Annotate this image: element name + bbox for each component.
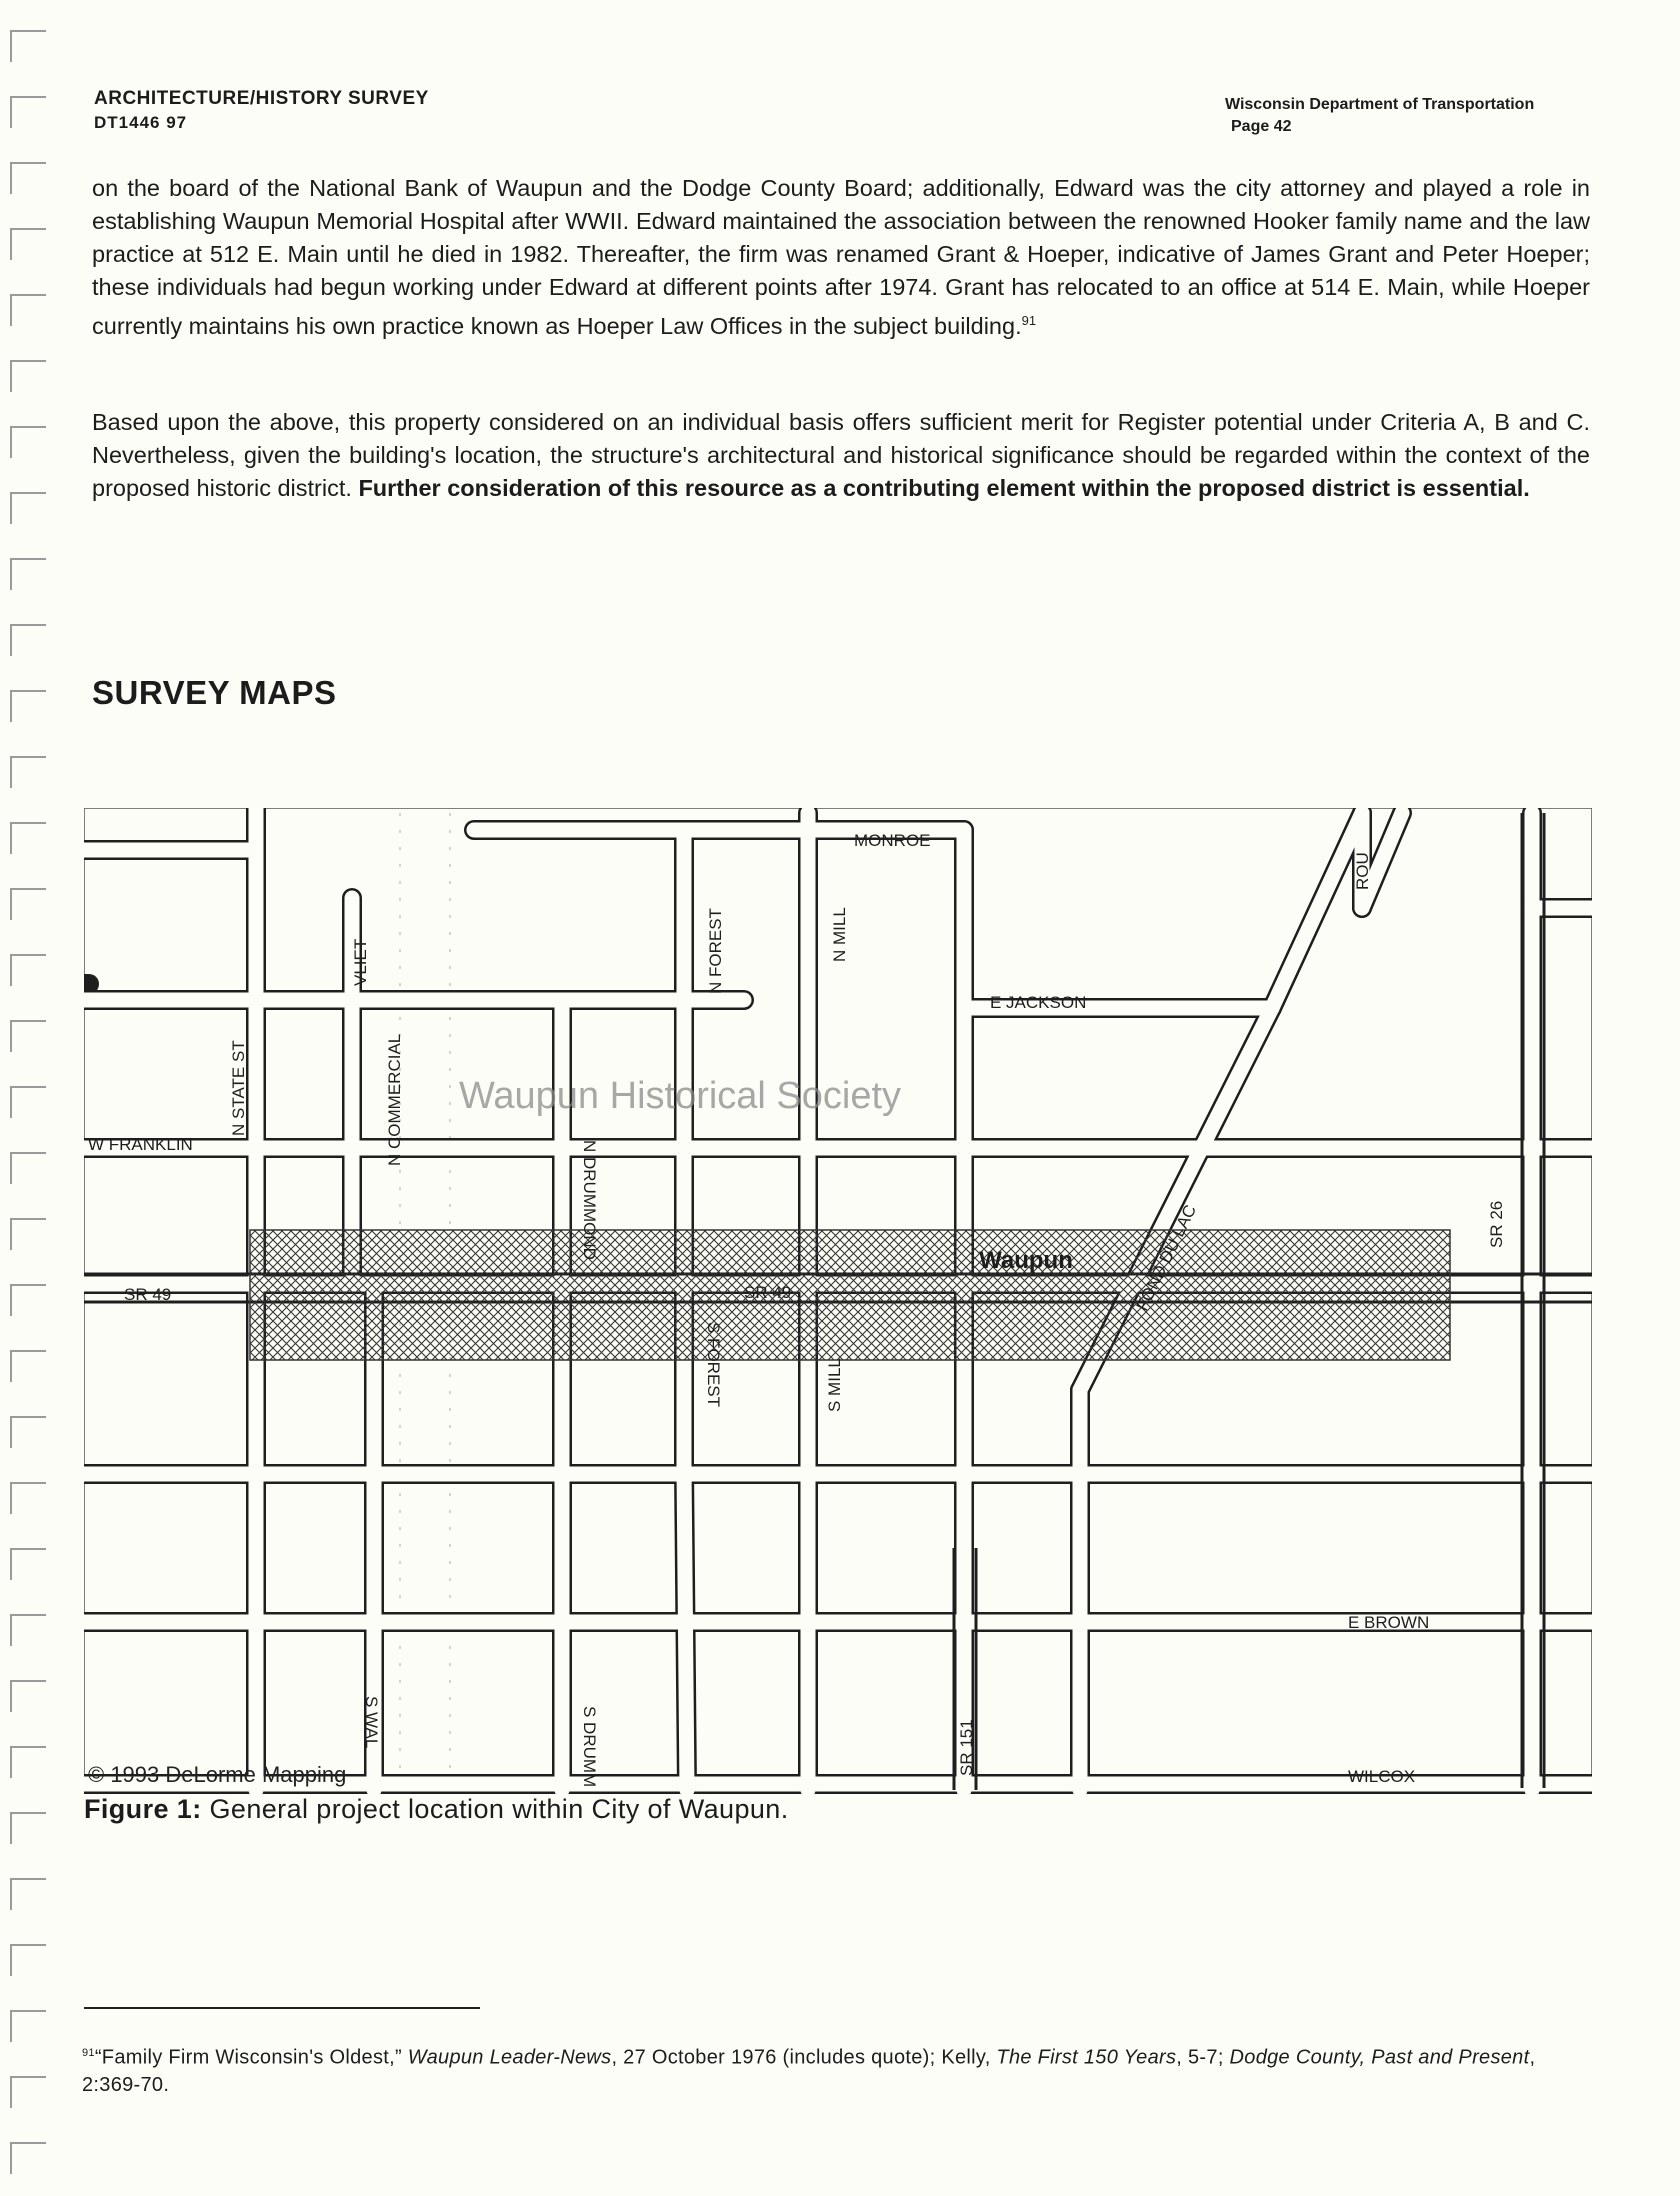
header-left	[94, 88, 429, 133]
street-e-jackson: E JACKSON	[990, 993, 1087, 1012]
section-title: SURVEY MAPS	[92, 674, 337, 711]
paragraph-assessment-bold: Further consideration of this resource as a contributing element within the proposed district is essential.	[358, 475, 1530, 501]
paragraph-assessment-text: Based upon the above, this property considered on an individual basis offers sufficient merit for Register potential under Criteria A, B and C. Nevertheless, given the building's location, the structure's architectural and historical significance should be regarded within the context of the proposed historic district.	[92, 409, 1590, 501]
binder-margin	[0, 0, 60, 2196]
survey-map	[84, 808, 1592, 1794]
city-label: Waupun	[979, 1247, 1073, 1274]
street-rou: ROU	[1353, 852, 1372, 890]
figure-caption	[84, 1794, 789, 1825]
footnote	[82, 2040, 1592, 2099]
street-vliet: VLIET	[351, 938, 370, 986]
footnote-segment: , 27 October 1976 (includes quote); Kelly,	[611, 2046, 997, 2069]
street-e-brown: E BROWN	[1348, 1613, 1430, 1632]
street-s-walnut: S WAL	[362, 1696, 381, 1749]
page-number: Page 42	[1231, 118, 1292, 135]
street-monroe: MONROE	[854, 831, 931, 850]
footnote-segment: “Family Firm Wisconsin's Oldest,”	[94, 2046, 408, 2069]
street-n-drummond: N DRUMMOND	[580, 1140, 599, 1260]
header-right	[1225, 96, 1534, 136]
street-s-mill: S MILL	[825, 1358, 844, 1412]
footnote-number: 91	[82, 2047, 95, 2059]
department-name: Wisconsin Department of Transportation	[1225, 96, 1535, 113]
footnote-text	[82, 2047, 1535, 2096]
footnote-segment: Waupun Leader-News	[407, 2046, 612, 2069]
footnote-divider	[84, 2007, 480, 2009]
footnote-segment: , 2:369-70.	[82, 2046, 1536, 2096]
street-n-forest: N FOREST	[706, 908, 725, 994]
watermark: Waupun Historical Society	[458, 1075, 902, 1117]
map-copyright: © 1993 DeLorme Mapping	[88, 1762, 347, 1787]
proposed-district-area	[250, 1230, 1450, 1360]
street-fond-du-lac: FOND DU LAC	[1132, 1201, 1201, 1314]
street-sr-49-west: SR 49	[124, 1285, 172, 1304]
street-sr-49-center: SR 49	[744, 1283, 792, 1302]
street-sr-26: SR 26	[1487, 1200, 1506, 1248]
document-id: DT1446 97	[94, 113, 188, 132]
street-wilcox: WILCOX	[1348, 1767, 1416, 1786]
street-sr-151: SR 151	[957, 1719, 976, 1776]
street-w-franklin: W FRANKLIN	[88, 1135, 193, 1154]
paragraph-assessment	[92, 406, 1590, 505]
figure-text: General project location within City of Waupun.	[201, 1794, 789, 1824]
paragraph-history-text: on the board of the National Bank of Waupun and the Dodge County Board; additionally, Edward was the city attorney and played a role in establishing Waupun Memorial Hospital after WWII. Edward maintained the association between the renowned Hooker family name and the law practice at 512 E. Main until he died in 1982. Thereafter, the firm was renamed Grant & Hoeper, indicative of James Grant and Peter Hoeper; these individuals had begun working under Edward at different points after 1974. Grant has relocated to an office at 514 E. Main, while Hoeper currently maintains his own practice known as Hoeper Law Offices in the subject building.	[92, 175, 1590, 339]
street-n-commercial: N COMMERCIAL	[385, 1033, 404, 1166]
footnote-segment: Dodge County, Past and Present	[1229, 2046, 1530, 2069]
street-s-drumm: S DRUMM	[580, 1706, 599, 1788]
paragraph-history	[92, 172, 1590, 343]
figure-label: Figure 1:	[84, 1794, 202, 1824]
street-s-forest: S FOREST	[704, 1322, 723, 1408]
street-n-mill: N MILL	[830, 907, 849, 962]
street-n-state-st: N STATE ST	[229, 1040, 248, 1136]
footnote-segment: , 5-7;	[1176, 2046, 1230, 2069]
footnote-ref: 91	[1021, 313, 1037, 328]
footnote-segment: The First 150 Years	[996, 2046, 1177, 2069]
survey-title: ARCHITECTURE/HISTORY SURVEY	[94, 88, 429, 109]
